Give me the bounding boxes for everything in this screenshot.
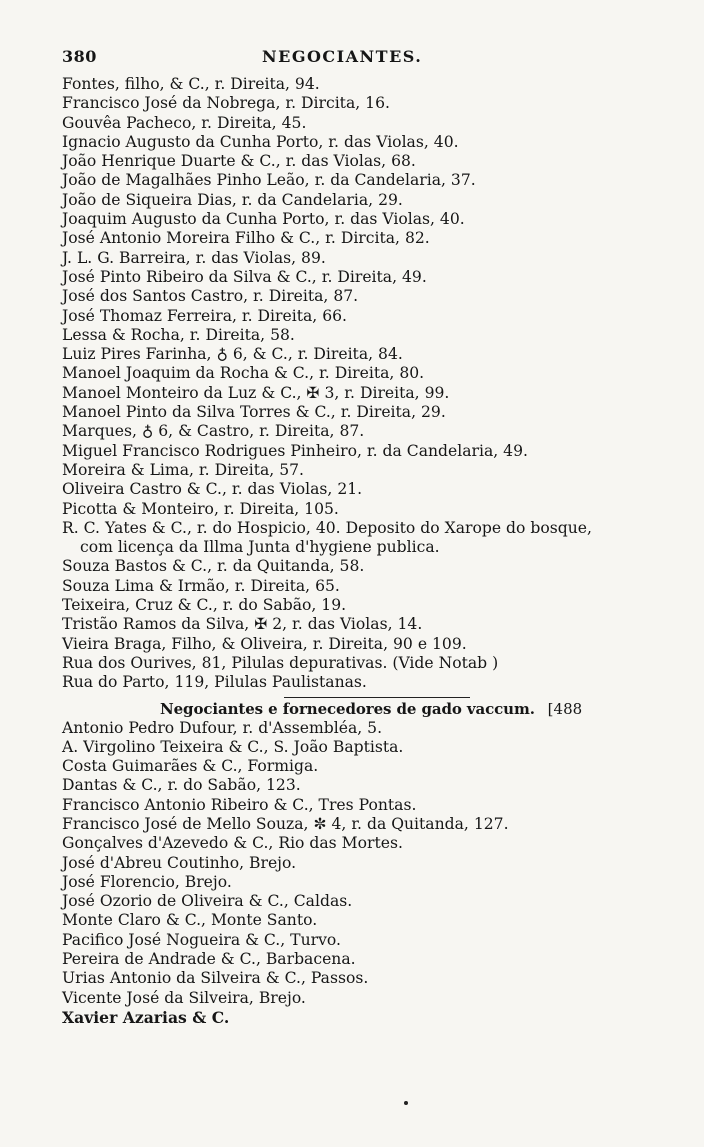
section-title: Negociantes e fornecedores de gado vaccum. xyxy=(160,699,535,718)
entry: Souza Lima & Irmão, r. Direita, 65. xyxy=(62,576,340,595)
entry: Souza Bastos & C., r. da Quitanda, 58. xyxy=(62,557,365,576)
entry: Rua dos Ourives, 81, Pilulas depurativas. (Vide Notab ) xyxy=(62,653,499,672)
entry: Manoel Joaquim da Rocha & C., r. Direita, 80. xyxy=(62,364,425,383)
entry: Luiz Pires Farinha, ♁ 6, & C., r. Direita, 84. xyxy=(62,345,403,364)
entry: Marques, ♁ 6, & Castro, r. Direita, 87. xyxy=(62,422,365,441)
entry: Tristão Ramos da Silva, ✠ 2, r. das Violas, 14. xyxy=(62,615,423,634)
entry: Dantas & C., r. do Sabão, 123. xyxy=(62,776,301,795)
section-heading xyxy=(160,700,672,719)
entry: José Florencio, Brejo. xyxy=(62,872,232,891)
entry: José Antonio Moreira Filho & C., r. Dircita, 82. xyxy=(62,229,430,248)
entry: Pereira de Andrade & C., Barbacena. xyxy=(62,950,356,969)
entry: A. Virgolino Teixeira & C., S. João Baptista. xyxy=(62,737,404,756)
entry: José Pinto Ribeiro da Silva & C., r. Direita, 49. xyxy=(62,267,427,286)
directory-listing xyxy=(62,75,672,1027)
entry: Moreira & Lima, r. Direita, 57. xyxy=(62,460,304,479)
entry: Pacifico José Nogueira & C., Turvo. xyxy=(62,930,341,949)
entry: Antonio Pedro Dufour, r. d'Assembléa, 5. xyxy=(62,718,383,737)
entry: Rua do Parto, 119, Pilulas Paulistanas. xyxy=(62,673,367,692)
entry: José Ozorio de Oliveira & C., Caldas. xyxy=(62,892,353,911)
entry: Teixeira, Cruz & C., r. do Sabão, 19. xyxy=(62,596,347,615)
section-reference: [488 xyxy=(547,699,583,718)
entry: Joaquim Augusto da Cunha Porto, r. das Violas, 40. xyxy=(62,210,465,229)
entry: Francisco José da Nobrega, r. Dircita, 16. xyxy=(62,94,390,113)
entry: Ignacio Augusto da Cunha Porto, r. das Violas, 40. xyxy=(62,132,459,151)
entry: Gonçalves d'Azevedo & C., Rio das Mortes. xyxy=(62,834,403,853)
page-number: 380 xyxy=(62,47,97,66)
entry: J. L. G. Barreira, r. das Violas, 89. xyxy=(62,248,326,267)
entry: Urias Antonio da Silveira & C., Passos. xyxy=(62,969,369,988)
section-divider xyxy=(284,697,470,698)
entry: Monte Claro & C., Monte Santo. xyxy=(62,911,318,930)
entry: Vieira Braga, Filho, & Oliveira, r. Direita, 90 e 109. xyxy=(62,634,467,653)
entry: Vicente José da Silveira, Brejo. xyxy=(62,988,306,1007)
running-title: NEGOCIANTES. xyxy=(262,47,423,66)
entry: João Henrique Duarte & C., r. das Violas, 68. xyxy=(62,152,416,171)
entry: Oliveira Castro & C., r. das Violas, 21. xyxy=(62,480,363,499)
entry: José d'Abreu Coutinho, Brejo. xyxy=(62,853,297,872)
entry: Costa Guimarães & C., Formiga. xyxy=(62,757,319,776)
entry: Manoel Monteiro da Luz & C., ✠ 3, r. Direita, 99. xyxy=(62,383,450,402)
entry: Gouvêa Pacheco, r. Direita, 45. xyxy=(62,113,307,132)
entry: Miguel Francisco Rodrigues Pinheiro, r. da Candelaria, 49. xyxy=(62,441,528,460)
entry: Xavier Azarias & C. xyxy=(62,1007,230,1027)
entries-group-1 xyxy=(62,75,672,693)
entry: José Thomaz Ferreira, r. Direita, 66. xyxy=(62,306,347,325)
entry: Lessa & Rocha, r. Direita, 58. xyxy=(62,325,295,344)
entry: José dos Santos Castro, r. Direita, 87. xyxy=(62,287,359,306)
entry: Manoel Pinto da Silva Torres & C., r. Direita, 29. xyxy=(62,403,446,422)
entries-group-2 xyxy=(62,719,672,1028)
entry: R. C. Yates & C., r. do Hospicio, 40. Deposito do Xarope do bosque, xyxy=(62,518,592,537)
printer-dot-ornament xyxy=(404,1101,408,1105)
entry: Francisco Antonio Ribeiro & C., Tres Pontas. xyxy=(62,795,417,814)
entry: Francisco José de Mello Souza, ✼ 4, r. da Quitanda, 127. xyxy=(62,814,509,833)
entry: Fontes, filho, & C., r. Direita, 94. xyxy=(62,75,320,93)
entry: João de Siqueira Dias, r. da Candelaria, 29. xyxy=(62,190,403,209)
entry: João de Magalhães Pinho Leão, r. da Candelaria, 37. xyxy=(62,171,476,190)
entry-continuation: com licença da Illma Junta d'hygiene publica. xyxy=(80,538,440,557)
page-header xyxy=(62,47,662,73)
entry: Picotta & Monteiro, r. Direita, 105. xyxy=(62,499,339,518)
